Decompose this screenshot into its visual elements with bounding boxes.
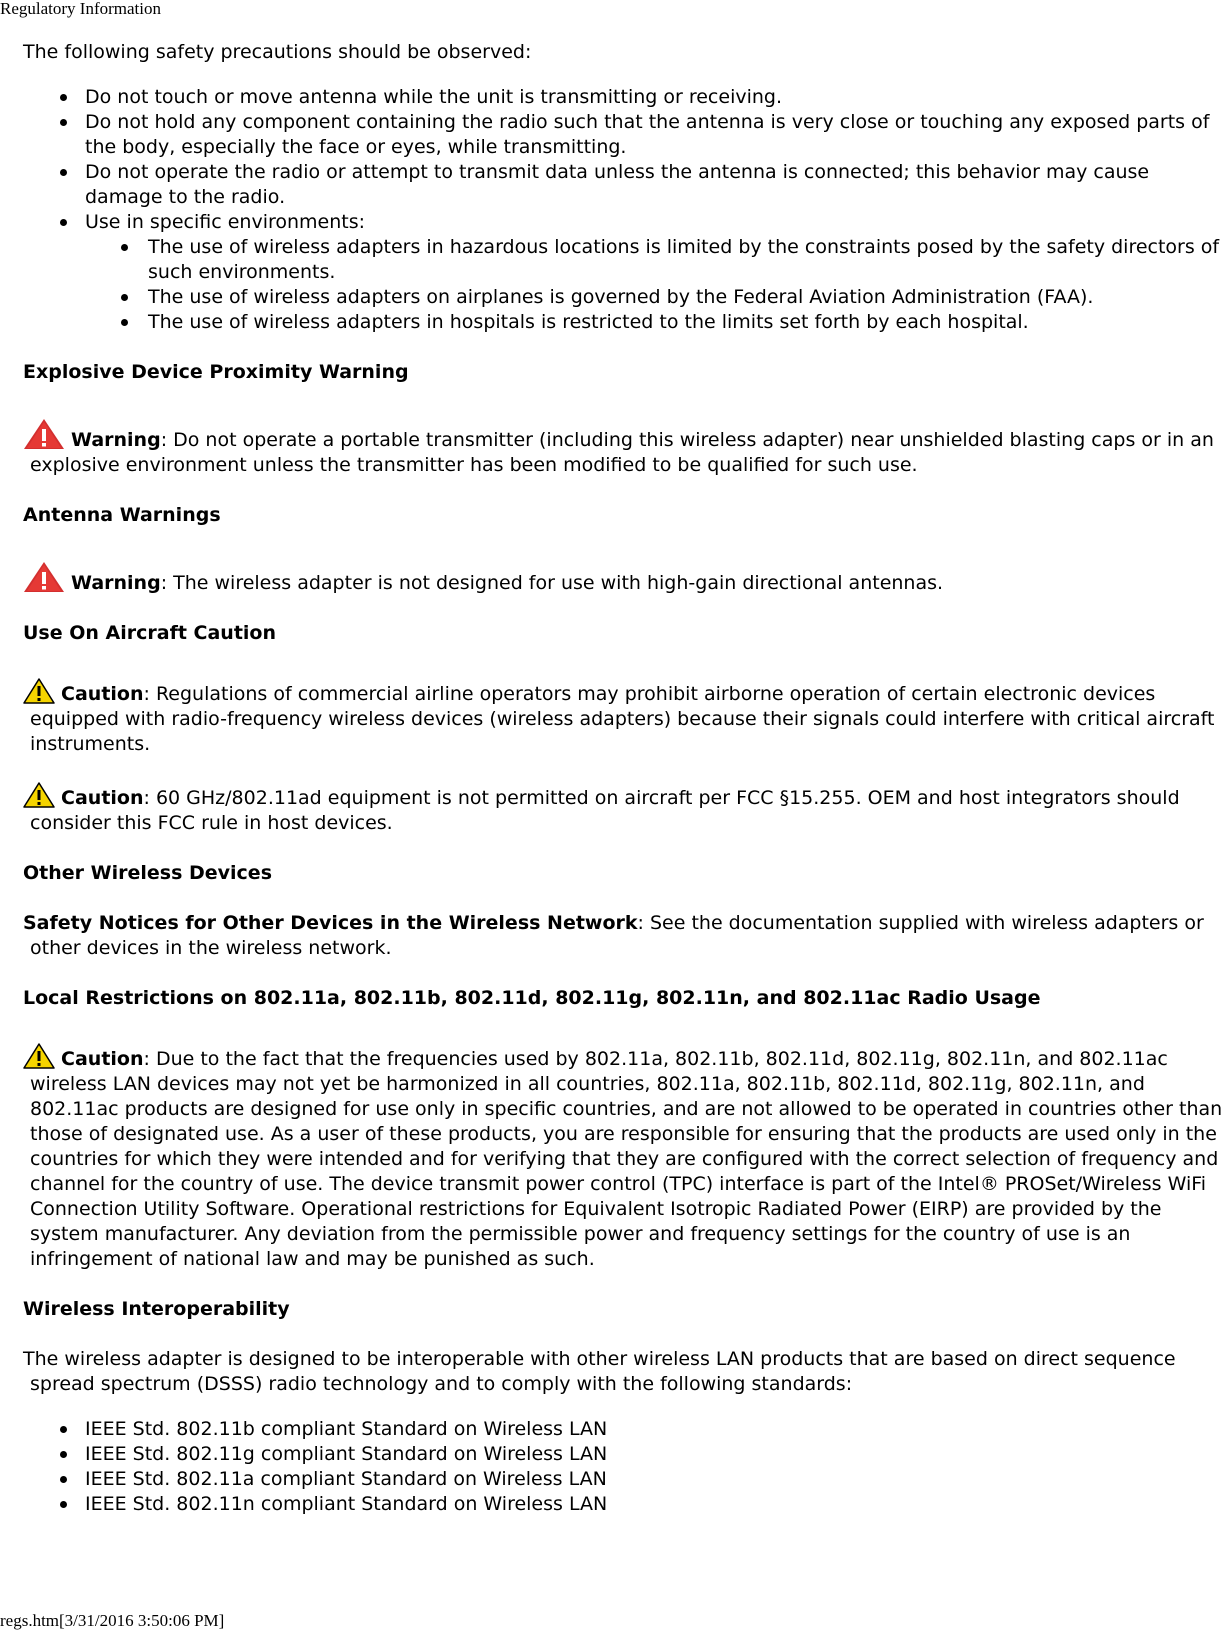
list-item: IEEE Std. 802.11a compliant Standard on Wireless LAN <box>23 1467 1225 1492</box>
precautions-list <box>23 85 1225 335</box>
list-item: The use of wireless adapters on airplanes is governed by the Federal Aviation Administration (FAA). <box>23 285 1225 310</box>
warning-icon <box>23 418 65 450</box>
local-restrictions-heading: Local Restrictions on 802.11a, 802.11b, 802.11d, 802.11g, 802.11n, and 802.11ac Radio Usage <box>23 987 1041 1009</box>
aircraft-caution-2: Caution: 60 GHz/802.11ad equipment is not permitted on aircraft per FCC §15.255. OEM and host integrators should consider this FCC rule in host devices. <box>23 782 1225 836</box>
list-item: IEEE Std. 802.11n compliant Standard on Wireless LAN <box>23 1492 1225 1517</box>
explosive-warning: Warning: Do not operate a portable transmitter (including this wireless adapter) near unshielded blasting caps or in an explosive environment unless the transmitter has been modified to be qualified for such use. <box>23 418 1225 478</box>
antenna-warning: Warning: The wireless adapter is not designed for use with high-gain directional antennas. <box>23 561 1225 596</box>
list-item: IEEE Std. 802.11b compliant Standard on Wireless LAN <box>23 1417 1225 1442</box>
antenna-heading: Antenna Warnings <box>23 504 221 526</box>
other-devices-notice: Safety Notices for Other Devices in the Wireless Network: See the documentation supplied with wireless adapters or other devices in the wireless network. <box>23 912 1204 959</box>
interoperability-heading: Wireless Interoperability <box>23 1298 290 1320</box>
caution-icon <box>23 678 55 704</box>
print-footer: regs.htm[3/31/2016 3:50:06 PM] <box>0 1611 225 1630</box>
intro-text: The following safety precautions should be observed: <box>23 41 532 63</box>
list-item: Do not hold any component containing the radio such that the antenna is very close or touching any exposed parts of the body, especially the face or eyes, while transmitting. <box>23 110 1225 160</box>
interoperability-intro: The wireless adapter is designed to be interoperable with other wireless LAN products that are based on direct sequence spread spectrum (DSSS) radio technology and to comply with the following standards: <box>23 1348 1176 1395</box>
aircraft-caution-1: Caution: Regulations of commercial airline operators may prohibit airborne operation of certain electronic devices equipped with radio-frequency wireless devices (wireless adapters) because their signals could interfere with critical aircraft instruments. <box>23 678 1225 757</box>
list-item: The use of wireless adapters in hospitals is restricted to the limits set forth by each hospital. <box>23 310 1225 335</box>
warning-icon <box>23 561 65 593</box>
list-item: Do not operate the radio or attempt to transmit data unless the antenna is connected; this behavior may cause damage to the radio. <box>23 160 1225 210</box>
document-body <box>23 40 1225 1517</box>
caution-icon <box>23 1043 55 1069</box>
environments-list <box>23 235 1225 335</box>
other-devices-heading: Other Wireless Devices <box>23 862 273 884</box>
list-item: The use of wireless adapters in hazardous locations is limited by the constraints posed by the safety directors of such environments. <box>23 235 1225 285</box>
list-item: Use in specific environments: The use of wireless adapters in hazardous locations is limited by the constraints posed by the safety directors of such environments. The use of wireless adapters on airplanes is governed by the Federal Aviation Administration (FAA). The use of wireless adapters in hospitals is restricted to the limits set forth by each hospital. <box>23 210 1225 335</box>
caution-icon <box>23 782 55 808</box>
list-item: IEEE Std. 802.11g compliant Standard on Wireless LAN <box>23 1442 1225 1467</box>
list-item: Do not touch or move antenna while the unit is transmitting or receiving. <box>23 85 1225 110</box>
local-restrictions-caution: Caution: Due to the fact that the frequencies used by 802.11a, 802.11b, 802.11d, 802.11g, 802.11n, and 802.11ac wireless LAN devices may not yet be harmonized in all countries, 802.11a, 802.11b, 802.11d, 802.11g, 802.11n, and 802.11ac products are designed for use only in specific countries, and are not allowed to be operated in countries other than those of designated use. As a user of these products, you are responsible for ensuring that the products are used only in the countries for which they were intended and for verifying that they are configured with the correct selection of frequency and channel for the country of use. The device transmit power control (TPC) interface is part of the Intel® PROSet/Wireless WiFi Connection Utility Software. Operational restrictions for Equivalent Isotropic Radiated Power (EIRP) are provided by the system manufacturer. Any deviation from the permissible power and frequency settings for the country of use is an infringement of national law and may be punished as such. <box>23 1043 1225 1272</box>
explosive-heading: Explosive Device Proximity Warning <box>23 361 409 383</box>
standards-list <box>23 1417 1225 1517</box>
aircraft-heading: Use On Aircraft Caution <box>23 622 277 644</box>
print-header: Regulatory Information <box>0 0 161 18</box>
